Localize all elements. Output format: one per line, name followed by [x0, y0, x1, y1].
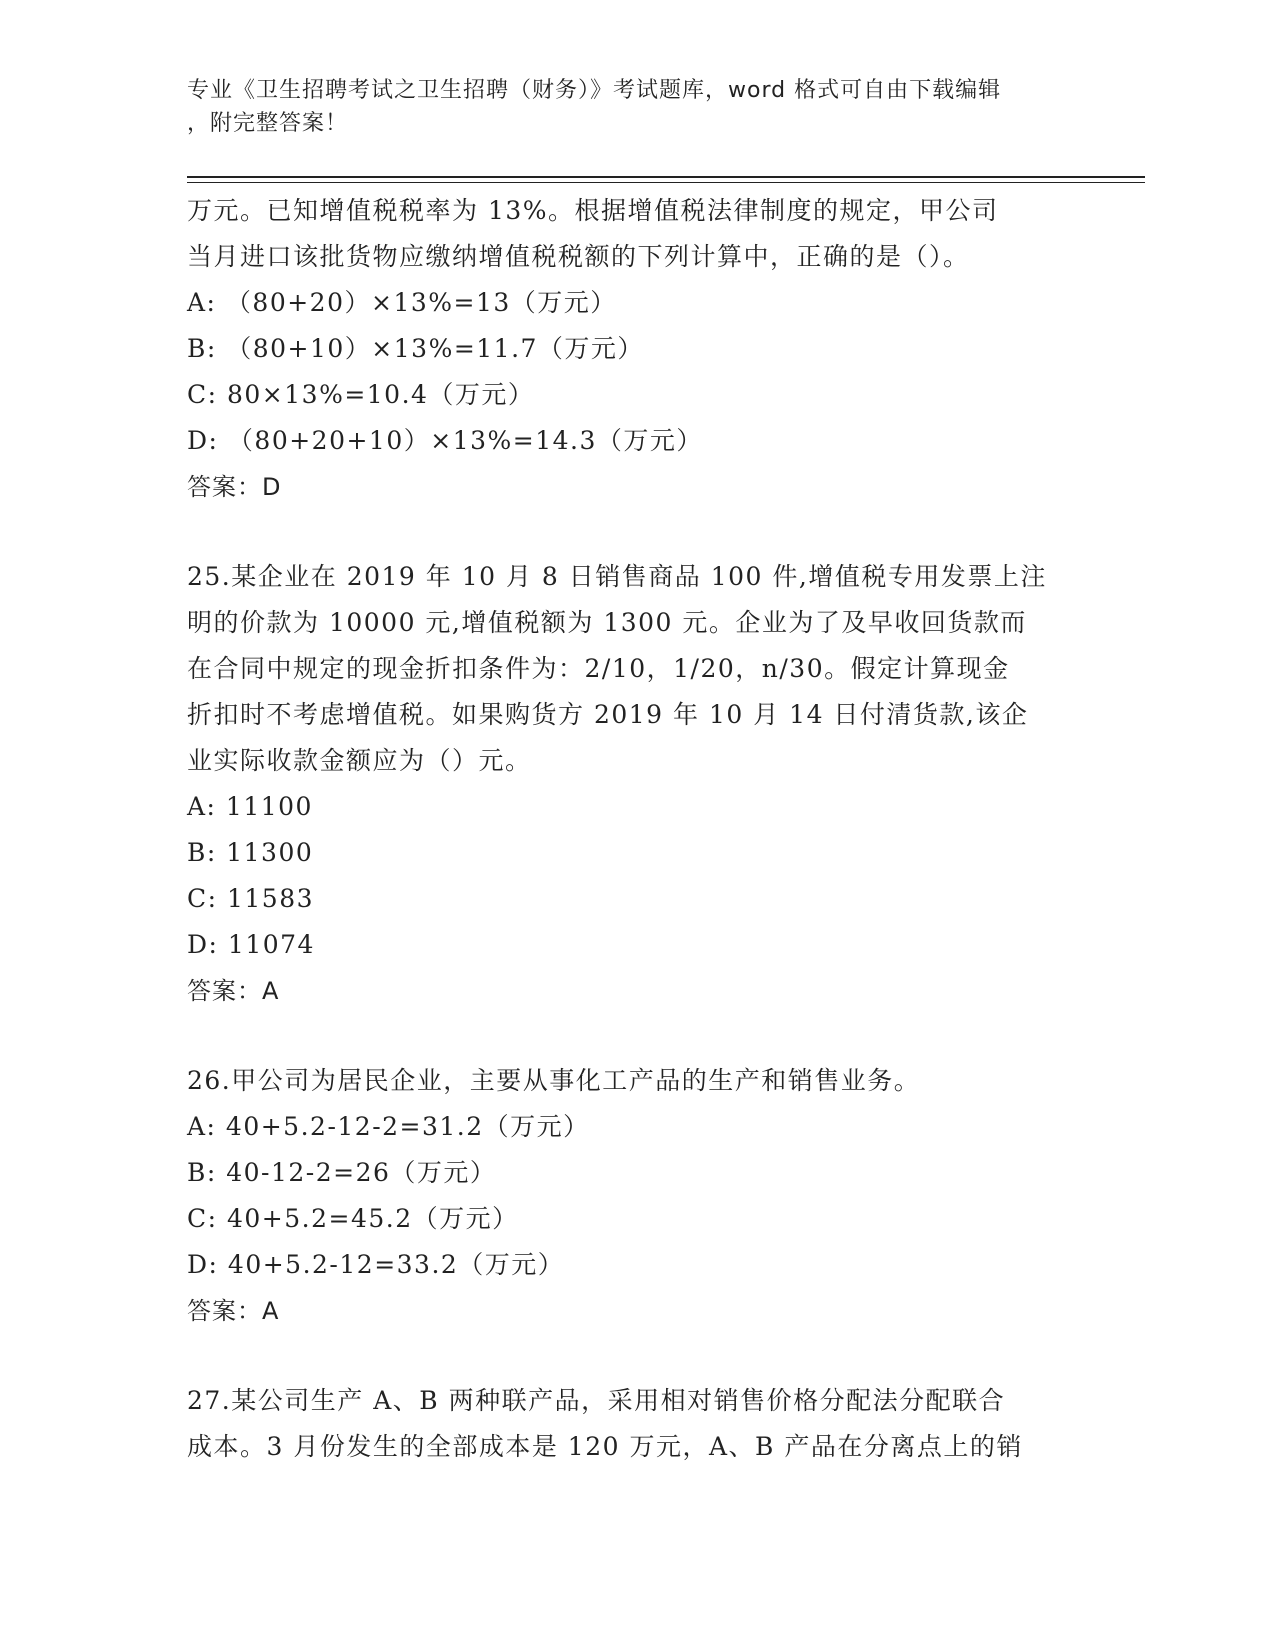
- question-stem-line: 25.某企业在 2019 年 10 月 8 日销售商品 100 件,增值税专用发票上注: [187, 562, 1047, 591]
- question-stem-line: 27.某公司生产 A、B 两种联产品，采用相对销售价格分配法分配联合: [187, 1386, 1006, 1415]
- option-d: D: 11074: [187, 930, 315, 959]
- question-stem-line: 折扣时不考虑增值税。如果购货方 2019 年 10 月 14 日付清货款,该企: [187, 700, 1029, 729]
- option-a: A: 11100: [187, 792, 313, 821]
- question-stem-line: 成本。3 月份发生的全部成本是 120 万元，A、B 产品在分离点上的销: [187, 1432, 1023, 1461]
- option-b: B: 40-12-2=26（万元）: [187, 1158, 497, 1187]
- question-stem-line: 万元。已知增值税税率为 13%。根据增值税法律制度的规定，甲公司: [187, 196, 999, 225]
- question-stem-line: 在合同中规定的现金折扣条件为：2/10，1/20，n/30。假定计算现金: [187, 654, 1010, 683]
- question-27: [187, 1378, 1067, 1470]
- option-c: C: 80×13%=10.4（万元）: [187, 380, 535, 409]
- question-stem-line: 业实际收款金额应为（）元。: [187, 746, 532, 775]
- header-line-1: 专业《卫生招聘考试之卫生招聘（财务）》考试题库，word 格式可自由下载编辑: [187, 78, 1002, 103]
- question-25: [187, 554, 1067, 1014]
- option-d: D: （80+20+10）×13%=14.3（万元）: [187, 426, 703, 455]
- question-26: [187, 1058, 1067, 1334]
- answer-label: 答案：D: [187, 473, 282, 501]
- header-rule-thick: [187, 176, 1145, 178]
- question-stem-line: 26.甲公司为居民企业，主要从事化工产品的生产和销售业务。: [187, 1066, 921, 1095]
- option-a: A: （80+20）×13%=13（万元）: [187, 288, 617, 317]
- option-d: D: 40+5.2-12=33.2（万元）: [187, 1250, 565, 1279]
- answer-label: 答案：A: [187, 977, 280, 1005]
- option-a: A: 40+5.2-12-2=31.2（万元）: [187, 1112, 590, 1141]
- question-stem-line: 明的价款为 10000 元,增值税额为 1300 元。企业为了及早收回货款而: [187, 608, 1027, 637]
- header-line-2: ，附完整答案！: [187, 111, 349, 136]
- question-24: [187, 188, 1067, 510]
- question-stem-line: 当月进口该批货物应缴纳增值税税额的下列计算中，正确的是（）。: [187, 242, 970, 271]
- option-c: C: 11583: [187, 884, 315, 913]
- document-content: [187, 188, 1067, 1470]
- option-b: B: （80+10）×13%=11.7（万元）: [187, 334, 644, 363]
- answer-label: 答案：A: [187, 1297, 280, 1325]
- header-rule-thin: [187, 182, 1145, 183]
- page-header: [187, 74, 1067, 140]
- option-b: B: 11300: [187, 838, 314, 867]
- option-c: C: 40+5.2=45.2（万元）: [187, 1204, 519, 1233]
